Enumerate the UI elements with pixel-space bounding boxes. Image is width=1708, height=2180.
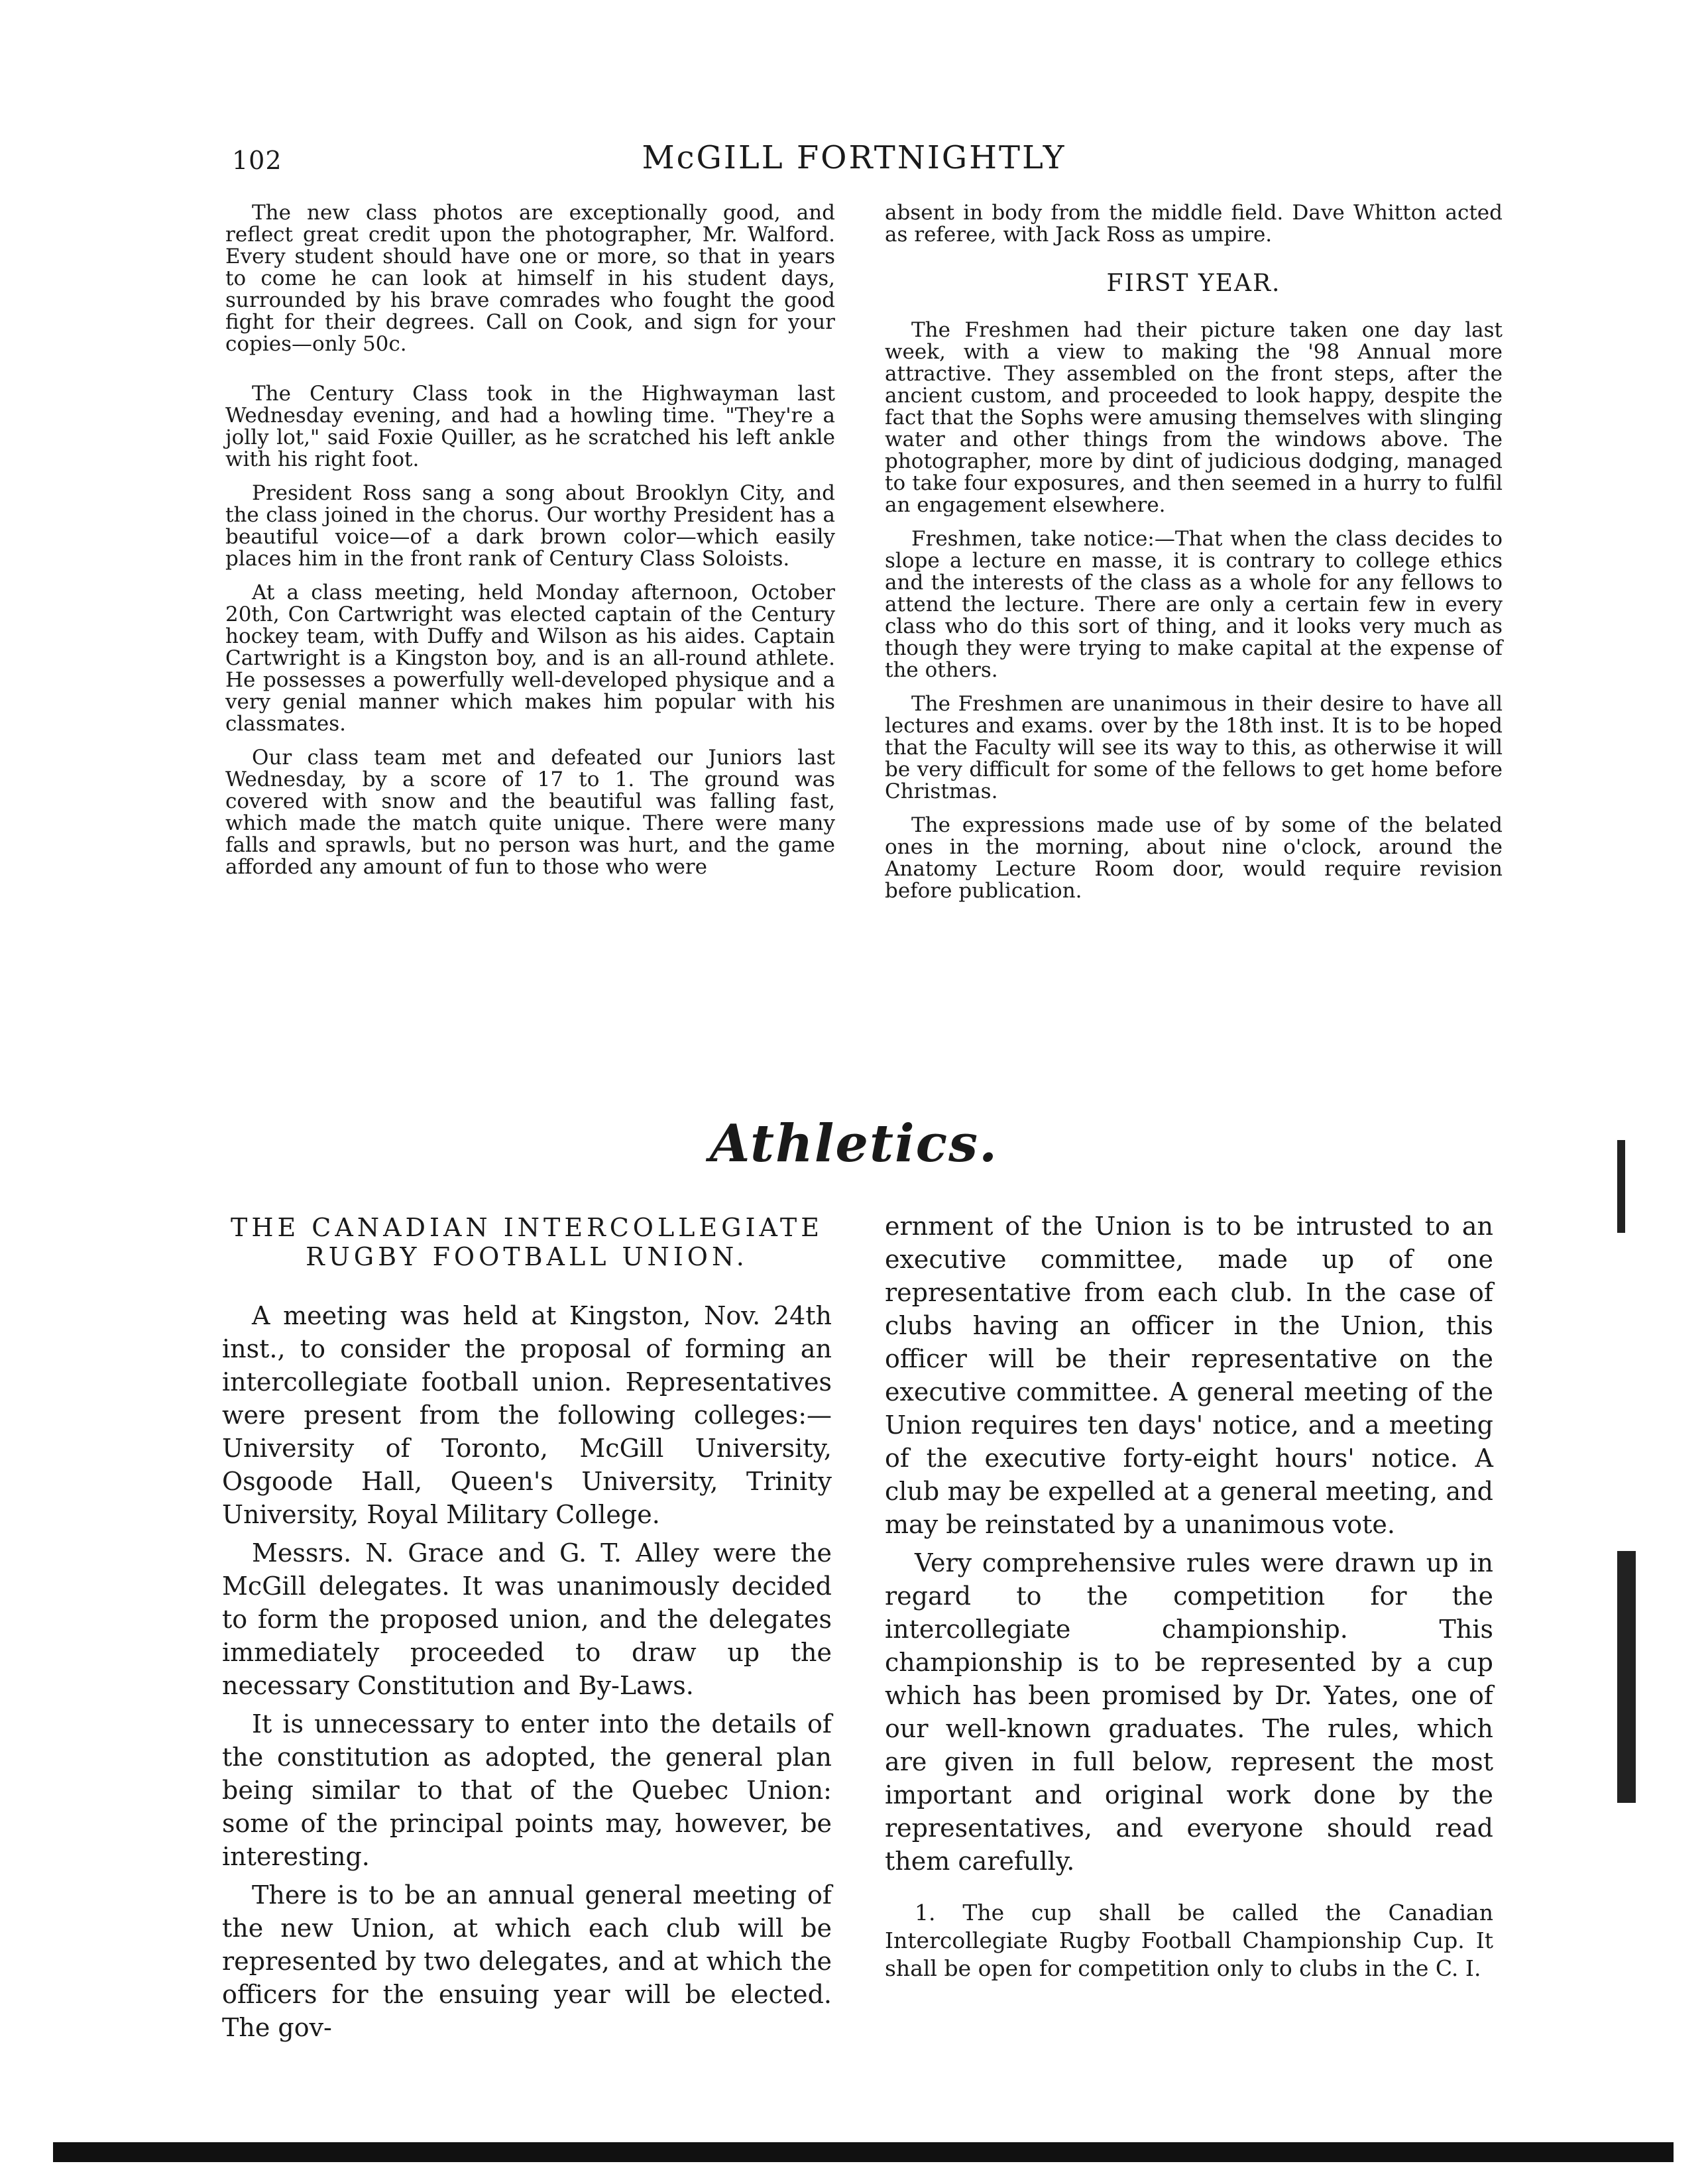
top-right-column xyxy=(885,202,1503,914)
article-title-line: THE CANADIAN INTERCOLLEGIATE xyxy=(231,1213,823,1242)
section-title-first-year: FIRST YEAR. xyxy=(1106,270,1281,297)
paragraph: A meeting was held at Kingston, Nov. 24th inst., to consider the proposal of forming an intercollegiate football union. Representatives were present from the following colleges:—University of Toronto, McGill University, Osgoode Hall, Queen's University, Trinity University, Royal Military College. xyxy=(222,1301,832,1529)
paragraph: It is unnecessary to enter into the details of the constitution as adopted, the general plan being similar to that of the Quebec Union: some of the principal points may, however, be interesting. xyxy=(222,1709,832,1871)
article-title xyxy=(222,1213,832,1271)
paragraph: Very comprehensive rules were drawn up in regard to the competition for the intercollegiate championship. This championship is to be represented by a cup which has been promised by Dr. Yates, one of our well-known graduates. The rules, which are given in full below, represent the most important and original work done by the representatives, and everyone should read them carefully. xyxy=(885,1548,1493,1876)
paragraph: Messrs. N. Grace and G. T. Alley were the McGill delegates. It was unanimously decided to form the proposed union, and the delegates immediately proceeded to draw up the necessary Constitution and By-Laws. xyxy=(222,1538,832,1700)
paragraph: There is to be an annual general meeting of the new Union, at which each club will be represented by two delegates, and at which the officers for the ensuing year will be elected. The gov- xyxy=(222,1880,832,2042)
continuation-paragraph: absent in body from the middle field. Dave Whitton acted as referee, with Jack Ross as umpire. xyxy=(885,201,1503,247)
scan-bottom-bar xyxy=(53,2142,1674,2162)
paragraph: The Century Class took in the Highwayman last Wednesday evening, and had a howling time. "They're a jolly lot," said Foxie Quiller, as he scratched his left ankle with his right foot. xyxy=(225,382,835,471)
paragraph: The new class photos are exceptionally good, and reflect great credit upon the photographer, Mr. Walford. Every student should have one or more, so that in years to come he can look at himself in his student days, surrounded by his brave comrades who fought the good fight for their degrees. Call on Cook, and sign for your copies—only 50c. xyxy=(225,201,835,356)
paragraph: The Freshmen are unanimous in their desire to have all lectures and exams. over by the 18th inst. It is to be hoped that the Faculty will see its way to this, as otherwise it will be very difficult for some of the fellows to get home before Christmas. xyxy=(885,692,1503,803)
paragraph: The expressions made use of by some of the belated ones in the morning, about nine o'clock, around the Anatomy Lecture Room door, would require revision before publication. xyxy=(885,813,1503,903)
athletics-heading: Athletics. xyxy=(709,1114,999,1174)
paragraph: Our class team met and defeated our Juniors last Wednesday, by a score of 17 to 1. The ground was covered with snow and the beautiful was falling fast, which made the match quite unique. There were many falls and sprawls, but no person was hurt, and the game afforded any amount of fun to those who were xyxy=(225,746,835,879)
scan-edge-mark xyxy=(1617,1140,1625,1233)
paragraph: Freshmen, take notice:—That when the class decides to slope a lecture en masse, it is contrary to college ethics and the interests of the class as a whole for any fellows to attend the lecture. There are only a certain few in every class who do this sort of thing, and it looks very much as though they were trying to make capital at the expense of the others. xyxy=(885,527,1503,682)
article-title-line: RUGBY FOOTBALL UNION. xyxy=(306,1242,748,1271)
article-left-column xyxy=(222,1213,832,2049)
scan-edge-mark xyxy=(1617,1551,1636,1803)
paragraph: At a class meeting, held Monday afternoon, October 20th, Con Cartwright was elected captain of the Century hockey team, with Duffy and Wilson as his aides. Captain Cartwright is a Kingston boy, and is an all-round athlete. He possesses a powerfully well-developed physique and a very genial manner which makes him popular with his classmates. xyxy=(225,581,835,736)
rule-item: 1. The cup shall be called the Canadian Intercollegiate Rugby Football Championship Cup. It shall be open for competition only to clubs in the C. I. xyxy=(885,1900,1493,1981)
running-header-title: McGILL FORTNIGHTLY xyxy=(642,139,1066,176)
article-right-column xyxy=(885,1210,1493,1988)
top-left-column xyxy=(225,202,835,890)
paragraph: President Ross sang a song about Brooklyn City, and the class joined in the chorus. Our worthy President has a beautiful voice—of a dark brown color—which easily places him in the front rank of Century Class Soloists. xyxy=(225,481,835,571)
page-number: 102 xyxy=(232,146,282,175)
paragraph: ernment of the Union is to be intrusted to an executive committee, made up of one representative from each club. In the case of clubs having an officer in the Union, this officer will be their representative on the executive committee. A general meeting of the Union requires ten days' notice, and a meeting of the executive forty-eight hours' notice. A club may be expelled at a general meeting, and may be reinstated by a unanimous vote. xyxy=(885,1212,1493,1539)
paragraph: The Freshmen had their picture taken one day last week, with a view to making the '98 Annual more attractive. They assembled on the front steps, after the ancient custom, and proceeded to look happy, despite the fact that the Sophs were amusing themselves with slinging water and other things from the windows above. The photographer, more by dint of judicious dodging, managed to take four exposures, and then seemed in a hurry to fulfil an engagement elsewhere. xyxy=(885,318,1503,517)
